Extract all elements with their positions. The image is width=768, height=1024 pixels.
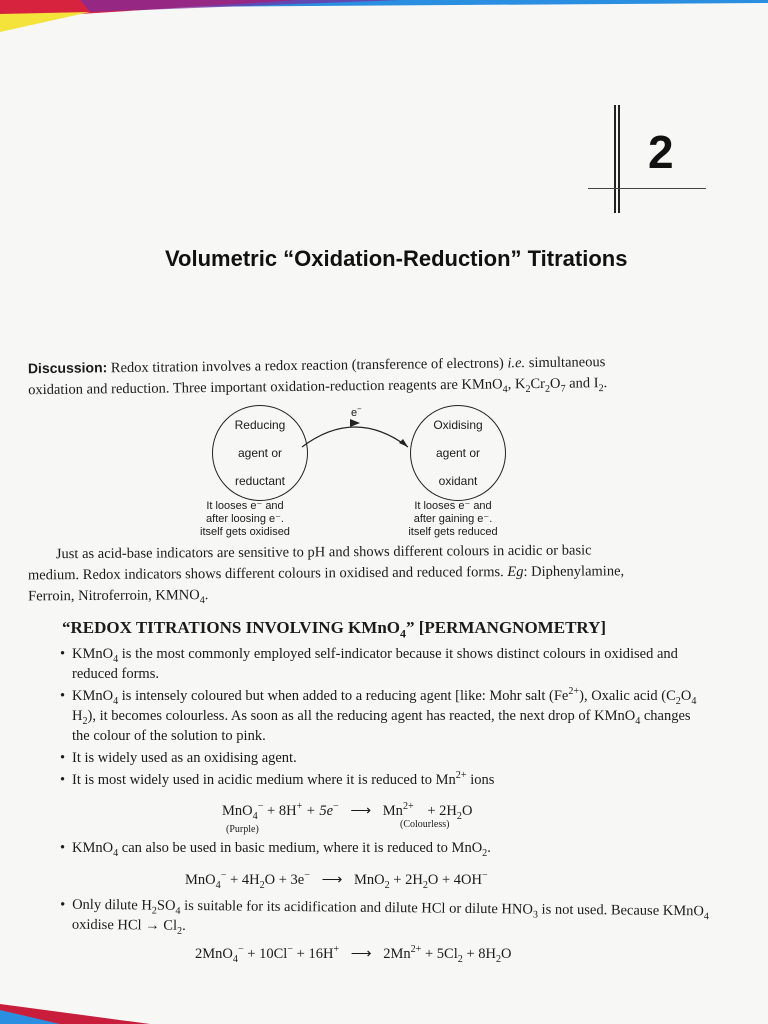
sub: 4 (252, 810, 258, 822)
chapter-rule-left (614, 105, 616, 213)
formula-part: Cr (530, 375, 546, 393)
para-line: medium. Redox indicators shows different colours in oxidised and reduced forms. (27, 564, 504, 584)
sup: 2+ (410, 944, 422, 956)
bt: KMnO (72, 840, 114, 856)
kmno4-bullet-list-3 (60, 895, 710, 944)
reaction-arrow: ⟶ (350, 946, 372, 962)
bt: Only dilute H (72, 896, 152, 914)
eq-part: + 2H (393, 872, 423, 888)
sub: 2 (495, 953, 502, 965)
eq-part: + 10Cl (247, 946, 288, 962)
eq-part: MnO (353, 872, 385, 888)
sub: 4 (113, 847, 119, 859)
eq-part: + 16H (296, 946, 334, 962)
discussion-text-3: oxidation and reduction. Three important oxidation-reduction reagents are KMnO (28, 376, 503, 399)
redox-diagram (170, 405, 540, 545)
bt: It is widely used as an oxidising agent. (72, 750, 297, 766)
sub: 2 (482, 847, 488, 859)
sup: + (296, 801, 303, 813)
circle-line: Oxidising (433, 418, 483, 432)
sup: − (357, 404, 362, 414)
discussion-label: Discussion: (27, 359, 108, 377)
caption-line: It looses e⁻ and (414, 500, 492, 512)
sup: + (333, 944, 340, 956)
indicators-paragraph (28, 540, 718, 608)
bt: oxidise HCl → Cl (71, 916, 178, 934)
sub: 4 (113, 695, 119, 707)
eq-part: O (461, 803, 473, 819)
reductant-caption (170, 500, 320, 539)
bt: KMnO (72, 646, 114, 662)
sub: 2 (598, 383, 604, 395)
caption-line: after gaining e⁻. (413, 513, 493, 525)
discussion-text: Redox titration involves a redox reaction (transference of electrons) (110, 355, 504, 377)
bullet-acidic-medium (60, 770, 710, 790)
chapter-rule-horizontal (588, 188, 706, 189)
eq-part: + 8H (466, 946, 496, 962)
eq-part: MnO (222, 803, 253, 819)
eq-part: 2Mn (383, 946, 411, 962)
eq-part: 2MnO (195, 946, 233, 962)
circle-line: agent or (435, 446, 481, 460)
sup: 2+ (568, 686, 580, 698)
bt: is not used. Because KMnO (541, 901, 704, 920)
section-heading (62, 618, 607, 641)
bt: can also be used in basic medium, where it is reduced to MnO (121, 840, 483, 856)
bt: is suitable for its acidification and dilute HCl or dilute HNO (184, 897, 533, 918)
bt: . (182, 917, 186, 934)
circle-line: oxidant (438, 474, 478, 488)
bt: changes the colour of the solution to pink. (72, 708, 691, 744)
bt: ), Oxalic acid (C (579, 688, 676, 704)
ie-abbrev: i.e. (507, 355, 526, 372)
kmno4-bullet-list (60, 644, 710, 792)
sup: − (481, 870, 488, 882)
reaction-arrow: ⟶ (350, 803, 372, 819)
bt: is the most commonly employed self-indicator because it shows distinct colours in oxidised and reduced forms. (72, 646, 678, 682)
bullet-intensely-coloured (60, 686, 710, 746)
sub: 2 (82, 715, 88, 727)
para-line: Ferroin, Nitroferroin, KMNO (28, 587, 200, 605)
sub: 4 (199, 595, 205, 607)
sub: 2 (675, 695, 681, 707)
sub: 4 (175, 905, 181, 917)
reducing-agent-circle (212, 405, 308, 501)
bullet-basic-medium (60, 838, 710, 858)
para-line: Just as acid-base indicators are sensitive to pH and shows different colours in acidic or basic (55, 542, 592, 563)
equation-hcl (195, 946, 512, 963)
formula-part: O (549, 375, 561, 392)
caption-line: itself gets reduced (408, 526, 498, 538)
sup: − (220, 870, 227, 882)
sub: 2 (384, 879, 390, 891)
oxidising-agent-circle (410, 405, 506, 501)
heading-part: “REDOX TITRATIONS INVOLVING KMnO (62, 618, 400, 637)
formula-part: and I (569, 375, 599, 392)
sub: 2 (456, 810, 462, 822)
bullet-dilute-h2so4 (60, 895, 710, 942)
bullet-oxidising-agent (60, 748, 710, 768)
para-line: . (204, 587, 209, 604)
heading-part: ” [PERMANGNOMETRY] (405, 618, 607, 637)
eq-part: + 5e (305, 803, 334, 819)
sub: 4 (703, 911, 709, 923)
sub: 4 (232, 953, 238, 965)
chapter-title: Volumetric “Oxidation-Reduction” Titrations (165, 246, 628, 271)
bt: ions (470, 772, 495, 788)
sub: 4 (691, 695, 697, 707)
para-line: : Diphenylamine, (523, 563, 625, 580)
caption-line: after loosing e⁻. (206, 513, 284, 525)
bt: SO (156, 897, 176, 914)
chapter-number-box (588, 105, 718, 217)
eq-part: O (501, 946, 512, 962)
circle-line: Reducing (234, 418, 286, 432)
sup: 2+ (402, 801, 414, 813)
sub: 4 (400, 626, 406, 641)
bt: H (72, 708, 83, 724)
bullet-self-indicator (60, 644, 710, 684)
chapter-rule-right (618, 105, 620, 213)
sub: 2 (259, 879, 265, 891)
sub: 7 (560, 383, 566, 395)
sup: − (304, 870, 310, 882)
eq-part: + 5Cl (425, 946, 458, 962)
eq-part: Mn (382, 803, 403, 819)
sub: 4 (502, 384, 508, 396)
bt: O (680, 688, 692, 704)
caption-line: itself gets oxidised (200, 526, 290, 538)
sub: 4 (113, 653, 119, 665)
circle-line: reductant (234, 474, 286, 488)
sup: − (333, 801, 339, 813)
bt: KMnO (72, 688, 114, 704)
bt: ), it becomes colourless. As soon as all the reducing agent has reacted, the next drop of KMnO (87, 708, 636, 724)
sub: 3 (532, 909, 538, 921)
caption-line: It looses e⁻ and (206, 500, 284, 512)
sup: − (287, 944, 294, 956)
eq-part: + 4H (230, 872, 260, 888)
top-color-band (0, 0, 768, 40)
equation-basic (185, 872, 488, 889)
sub: 2 (176, 925, 183, 937)
sup: 2+ (455, 770, 467, 782)
discussion-paragraph: Discussion: Redox titration involves a redox reaction (transference of electrons) i.e. simultaneous oxidation and reduction. Three important oxidation-reduction reagents are KMnO$_4$, $K_2Cr_2O_7$ and $I_2$. (27, 354, 608, 399)
sub: 4 (215, 879, 221, 891)
note-purple: (Purple) (226, 824, 259, 835)
sub: 2 (525, 383, 531, 396)
bt: . (487, 840, 491, 856)
equation-acidic (222, 803, 472, 820)
eq-part: + 2H (427, 803, 457, 819)
eq-part: + 8H (267, 803, 297, 819)
sub: 2 (422, 879, 428, 891)
eq-part: O + 4OH (427, 872, 482, 888)
formula-part: K (514, 376, 526, 393)
note-colourless: (Colourless) (400, 819, 450, 830)
circle-line: agent or (237, 446, 283, 460)
oxidant-caption (378, 500, 528, 539)
discussion-text-2: simultaneous (528, 354, 606, 372)
electron-symbol: e (351, 407, 358, 419)
eg-abbrev: Eg (507, 563, 524, 581)
sub: 2 (544, 383, 551, 395)
eq-part: MnO (185, 872, 216, 888)
sub: 2 (151, 905, 157, 917)
bt: is intensely coloured but when added to a reducing agent [like: Mohr salt (Fe (121, 688, 569, 704)
sub: 4 (635, 715, 641, 727)
sup: − (237, 944, 244, 956)
bt: It is most widely used in acidic medium where it is reduced to Mn (72, 772, 456, 788)
eq-part: O + 3e (264, 872, 305, 888)
electron-label (351, 404, 362, 419)
bottom-color-band (0, 984, 768, 1024)
chapter-number: 2 (648, 126, 674, 178)
reaction-arrow: ⟶ (321, 872, 343, 888)
sup: − (257, 801, 264, 813)
kmno4-bullet-list-2 (60, 838, 710, 860)
sub: 2 (457, 953, 463, 965)
